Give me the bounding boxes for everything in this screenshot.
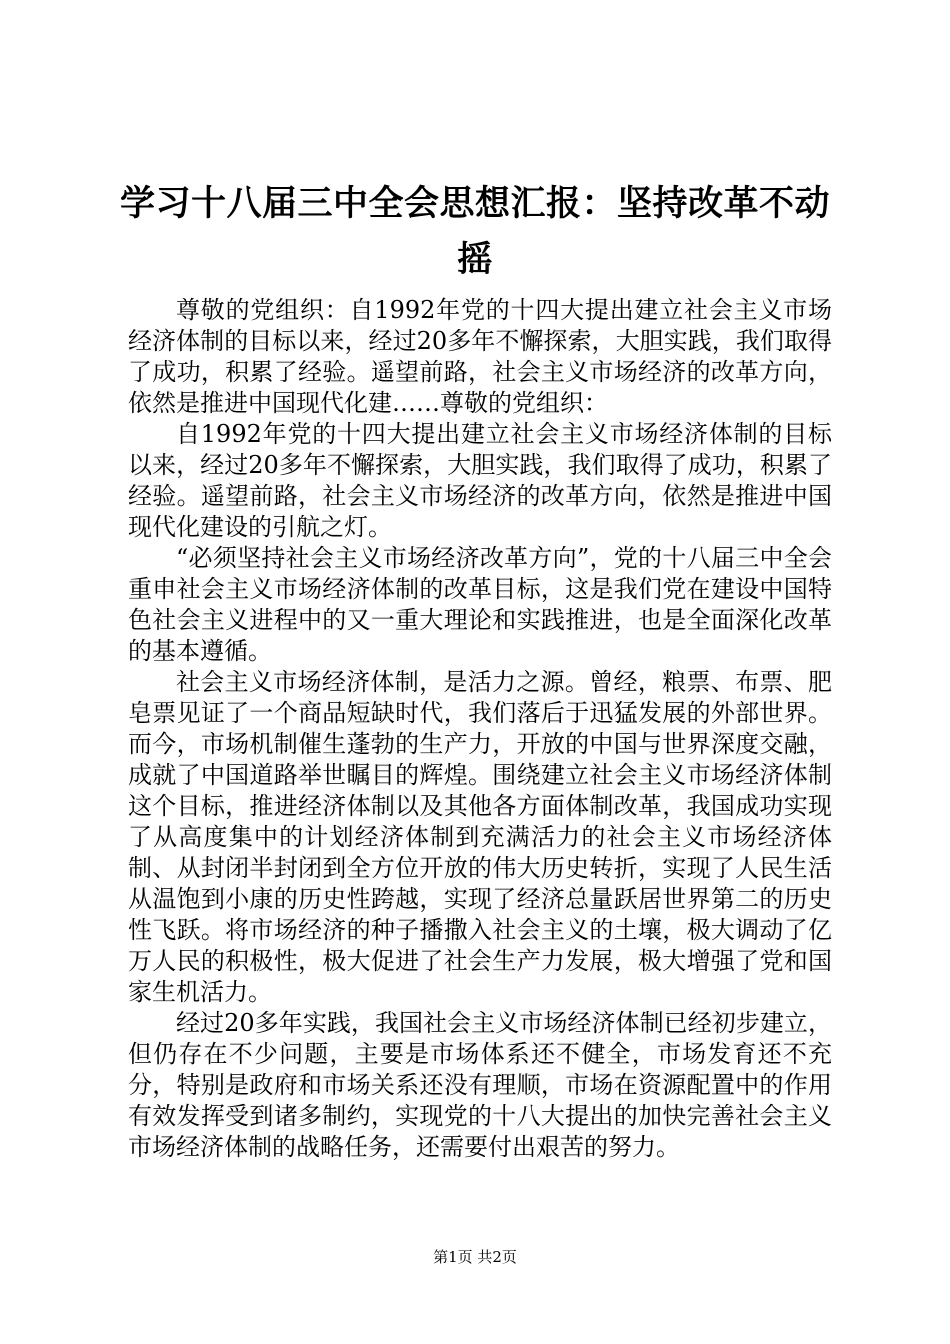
paragraph-3: “必须坚持社会主义市场经济改革方向”，党的十八届三中全会重申社会主义市场经济体制的改革目标，这是我们党在建设中国特色社会主义进程中的又一重大理论和实践推进，也是全面深化改革的基本遵循。 <box>128 544 832 665</box>
paragraph-4: 社会主义市场经济体制，是活力之源。曾经，粮票、布票、肥皂票见证了一个商品短缺时代，我们落后于迅猛发展的外部世界。而今，市场机制催生蓬勃的生产力，开放的中国与世界深度交融，成就了中国道路举世瞩目的辉煌。围绕建立社会主义市场经济体制这个目标，推进经济体制以及其他各方面体制改革，我国成功实现了从高度集中的计划经济体制到充满活力的社会主义市场经济体制、从封闭半封闭到全方位开放的伟大历史转折，实现了人民生活从温饱到小康的历史性跨越，实现了经济总量跃居世界第二的历史性飞跃。将市场经济的种子播撒入社会主义的土壤，极大调动了亿万人民的积极性，极大促进了社会生产力发展，极大增强了党和国家生机活力。 <box>128 668 832 1006</box>
paragraph-1: 尊敬的党组织：自1992年党的十四大提出建立社会主义市场经济体制的目标以来，经过20多年不懈探索，大胆实践，我们取得了成功，积累了经验。遥望前路，社会主义市场经济的改革方向，依然是推进中国现代化建……尊敬的党组织： <box>128 296 832 417</box>
document-title: 学习十八届三中全会思想汇报：坚持改革不动摇 <box>119 184 830 280</box>
paragraph-5: 经过20多年实践，我国社会主义市场经济体制已经初步建立，但仍存在不少问题，主要是市场体系还不健全，市场发育还不充分，特别是政府和市场关系还没有理顺，市场在资源配置中的作用有效发挥受到诸多制约，实现党的十八大提出的加快完善社会主义市场经济体制的战略任务，还需要付出艰苦的努力。 <box>128 1009 832 1161</box>
page-footer: 第1页 共2页 <box>433 1248 517 1266</box>
document-body <box>128 295 832 1163</box>
paragraph-2: 自1992年党的十四大提出建立社会主义市场经济体制的目标以来，经过20多年不懈探索，大胆实践，我们取得了成功，积累了经验。遥望前路，社会主义市场经济的改革方向，依然是推进中国现代化建设的引航之灯。 <box>128 420 832 541</box>
